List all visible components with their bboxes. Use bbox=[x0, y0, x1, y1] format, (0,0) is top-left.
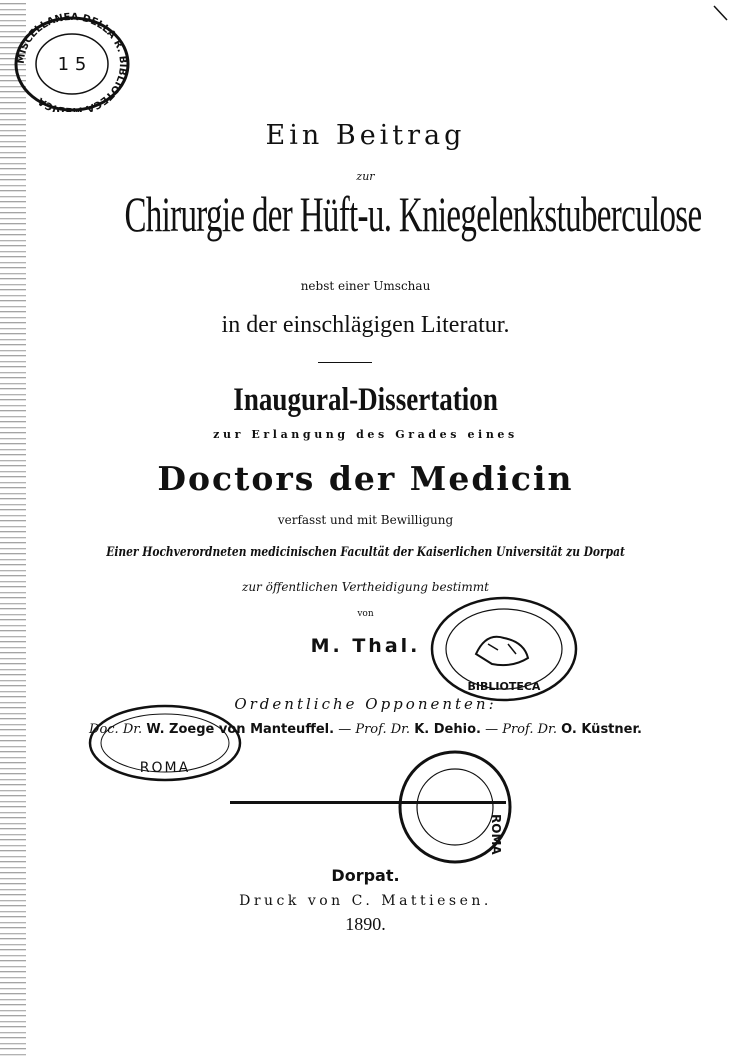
faculty-line: Einer Hochverordneten medicinischen Facultät der Kaiserlichen Universität zu Dorpat bbox=[106, 545, 625, 560]
main-title: Chirurgie der Hüft-u. Kniegelenkstuberculose bbox=[124, 186, 702, 242]
opponent-1-prefix: Doc. Dr. bbox=[89, 722, 143, 737]
opponent-2-prefix: — Prof. Dr. bbox=[334, 722, 411, 737]
subtitle-small: nebst einer Umschau bbox=[300, 279, 431, 293]
stamp-2-text: BIBLIOTECA bbox=[467, 680, 541, 693]
stamp-4-text: ROMA bbox=[489, 814, 503, 855]
stamp-1-ring-text: MISCELLANEA DELLA R. BIBLIOTECA MEDICA bbox=[15, 12, 129, 112]
long-divider bbox=[230, 801, 506, 804]
by-line: von bbox=[357, 609, 374, 619]
opponents-heading: Ordentliche Opponenten: bbox=[234, 695, 497, 713]
title-line-1: Ein Beitrag bbox=[265, 120, 466, 151]
opponent-1-name: W. Zoege von Manteuffel. bbox=[146, 722, 335, 737]
opponent-3-prefix: — Prof. Dr. bbox=[480, 722, 557, 737]
corner-mark bbox=[712, 4, 730, 24]
degree-title: Doctors der Medicin bbox=[157, 459, 574, 498]
stamp-3-text: ROMA bbox=[139, 760, 191, 776]
round-stamp-center-right bbox=[396, 748, 514, 866]
author-name: M. Thal. bbox=[310, 635, 421, 657]
imprint-city: Dorpat. bbox=[331, 866, 400, 885]
imprint-year: 1890. bbox=[345, 914, 386, 934]
opponent-2-name: K. Dehio. bbox=[414, 722, 481, 737]
stamp-1-center-text: 1 5 bbox=[57, 54, 87, 75]
approval-line: verfasst und mit Bewilligung bbox=[277, 513, 454, 527]
title-connector-zur: zur bbox=[356, 170, 375, 183]
dissertation-heading: Inaugural-Dissertation bbox=[233, 382, 498, 418]
subtitle-large: in der einschlägigen Literatur. bbox=[221, 312, 510, 338]
defense-line: zur öffentlichen Vertheidigung bestimmt bbox=[242, 580, 489, 594]
imprint-printer: Druck von C. Mattiesen. bbox=[239, 893, 492, 909]
biblioteca-stamp-right bbox=[428, 594, 580, 704]
opponent-3-name: O. Küstner. bbox=[561, 722, 642, 737]
roma-stamp-left bbox=[86, 702, 244, 784]
short-divider bbox=[318, 362, 372, 363]
library-stamp-top-left bbox=[10, 12, 134, 112]
degree-line: zur Erlangung des Grades eines bbox=[213, 428, 518, 441]
